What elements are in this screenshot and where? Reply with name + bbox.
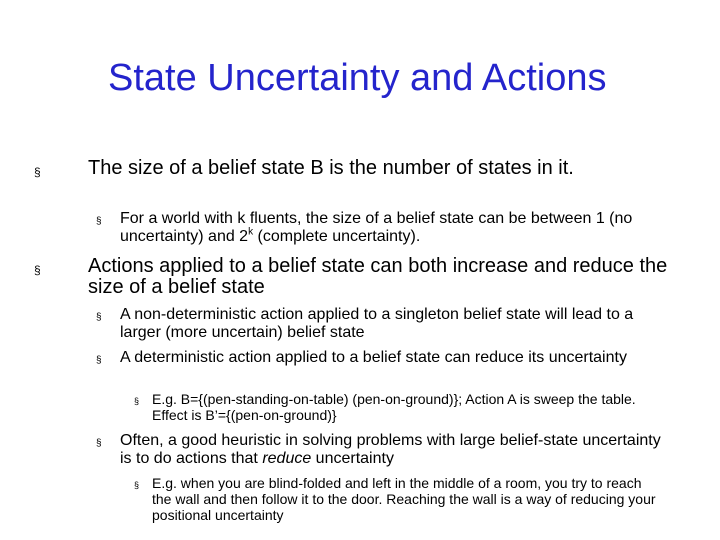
superscript-k: k — [248, 226, 254, 238]
bullet-belief-state-size — [34, 158, 674, 183]
bullet-text: A non-deterministic action applied to a singleton belief state will lead to a larger (more uncertain) belief state — [120, 306, 634, 341]
subbullet-heuristic — [96, 432, 676, 468]
subbullet-fluents — [96, 210, 676, 246]
text-part: Often, a good heuristic in solving problems with large belief-state uncertainty is to do actions that — [120, 432, 661, 467]
bullet-text — [120, 210, 676, 246]
text-part: For a world with k fluents, the size of a belief state can be between 1 (no uncertainty) and 2 — [120, 210, 633, 245]
bullet-marker: § — [34, 263, 41, 277]
text-part: uncertainty — [311, 450, 394, 467]
subbullet-non-deterministic — [96, 306, 676, 342]
bullet-text: A deterministic action applied to a belief state can reduce its uncertainty — [120, 349, 627, 366]
bullet-marker: § — [96, 438, 102, 449]
bullet-text: Actions applied to a belief state can both increase and reduce the size of a belief state — [88, 255, 668, 298]
bullet-marker: § — [134, 480, 140, 490]
slide-title: State Uncertainty and Actions — [108, 57, 607, 99]
bullet-marker: § — [34, 165, 41, 179]
subsubbullet-example-blindfold — [134, 475, 664, 523]
bullet-marker: § — [96, 216, 102, 227]
subsubbullet-example-sweep — [134, 391, 664, 423]
subbullet-deterministic — [96, 349, 676, 370]
bullet-marker: § — [96, 355, 102, 366]
bullet-marker: § — [134, 396, 140, 406]
bullet-text: E.g. B={(pen-standing-on-table) (pen-on-ground)}; Action A is sweep the table. Effect is B’={(pen-on-ground)} — [152, 391, 636, 423]
bullet-text — [120, 432, 676, 468]
emphasis-reduce: reduce — [262, 450, 312, 467]
bullet-actions — [34, 256, 674, 298]
bullet-text: The size of a belief state B is the number of states in it. — [88, 157, 574, 179]
text-part: (complete uncertainty). — [253, 228, 421, 245]
bullet-text: E.g. when you are blind-folded and left in the middle of a room, you try to reach the wall and then follow it to the door. Reaching the wall is a way of reducing your positional uncertainty — [152, 475, 656, 523]
bullet-marker: § — [96, 312, 102, 323]
